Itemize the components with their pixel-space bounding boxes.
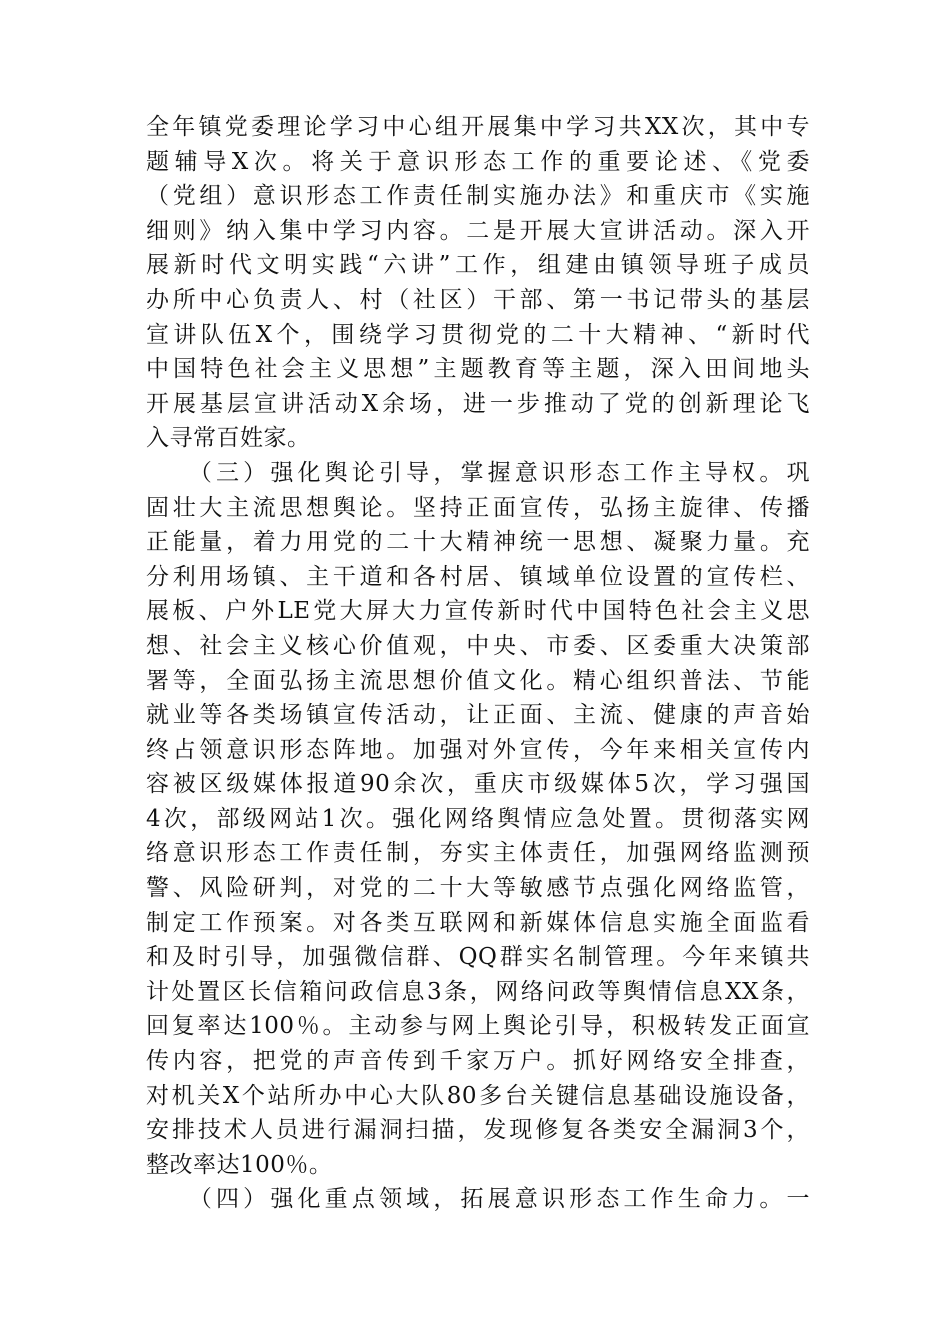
text-line: 计处置区长信箱问政信息3条，网络问政等舆情信息XX条，	[146, 978, 810, 1005]
text-line: 4次，部级网站1次。强化网络舆情应急处置。贯彻落实网	[146, 805, 810, 832]
body-text	[146, 110, 810, 1217]
text-line: 办所中心负责人、村（社区）干部、第一书记带头的基层	[146, 286, 810, 313]
text-line: 固壮大主流思想舆论。坚持正面宣传，弘扬主旋律、传播	[146, 494, 810, 521]
text-line: 展新时代文明实践“六讲”工作，组建由镇领导班子成员	[146, 252, 810, 279]
text-line: 开展基层宣讲活动X余场，进一步推动了党的创新理论飞	[146, 390, 810, 417]
text-line: 对机关X个站所办中心大队80多台关键信息基础设施设备，	[146, 1082, 810, 1109]
text-line: 警、风险研判，对党的二十大等敏感节点强化网络监管，	[146, 875, 810, 902]
text-line: 正能量，着力用党的二十大精神统一思想、凝聚力量。充	[146, 529, 810, 556]
text-line: 展板、户外LE党大屏大力宣传新时代中国特色社会主义思	[146, 598, 810, 625]
text-line: 分利用场镇、主干道和各村居、镇域单位设置的宣传栏、	[146, 563, 810, 590]
text-line: 回复率达100％。主动参与网上舆论引导，积极转发正面宣	[146, 1013, 810, 1040]
text-line: 整改率达100％。	[146, 1151, 333, 1178]
text-line: 想、社会主义核心价值观，中央、市委、区委重大决策部	[146, 632, 810, 659]
text-line: 题辅导X次。将关于意识形态工作的重要论述、《党委	[146, 148, 810, 175]
text-line: 细则》纳入集中学习内容。二是开展大宣讲活动。深入开	[146, 217, 810, 244]
text-line: 安排技术人员进行漏洞扫描，发现修复各类安全漏洞3个，	[146, 1117, 810, 1144]
text-line: 中国特色社会主义思想”主题教育等主题，深入田间地头	[146, 356, 810, 383]
text-line: 全年镇党委理论学习中心组开展集中学习共XX次，其中专	[146, 114, 810, 140]
text-line: 容被区级媒体报道90余次，重庆市级媒体5次，学习强国	[146, 771, 810, 798]
text-line: 终占领意识形态阵地。加强对外宣传，今年来相关宣传内	[146, 736, 810, 763]
text-line: 传内容，把党的声音传到千家万户。抓好网络安全排查，	[146, 1048, 810, 1075]
section-heading-line: （四）强化重点领域，拓展意识形态工作生命力。一	[146, 1186, 810, 1213]
text-line: 制定工作预案。对各类互联网和新媒体信息实施全面监看	[146, 909, 810, 936]
text-line: 和及时引导，加强微信群、QQ群实名制管理。今年来镇共	[146, 944, 810, 971]
text-line: （党组）意识形态工作责任制实施办法》和重庆市《实施	[146, 183, 810, 210]
text-line: 署等，全面弘扬主流思想价值文化。精心组织普法、节能	[146, 667, 810, 694]
text-line: 就业等各类场镇宣传活动，让正面、主流、健康的声音始	[146, 702, 810, 729]
text-line: 入寻常百姓家。	[146, 425, 311, 452]
text-line: 宣讲队伍X个，围绕学习贯彻党的二十大精神、“新时代	[146, 321, 810, 348]
section-heading-line: （三）强化舆论引导，掌握意识形态工作主导权。巩	[146, 459, 810, 486]
text-line: 络意识形态工作责任制，夯实主体责任，加强网络监测预	[146, 840, 810, 867]
